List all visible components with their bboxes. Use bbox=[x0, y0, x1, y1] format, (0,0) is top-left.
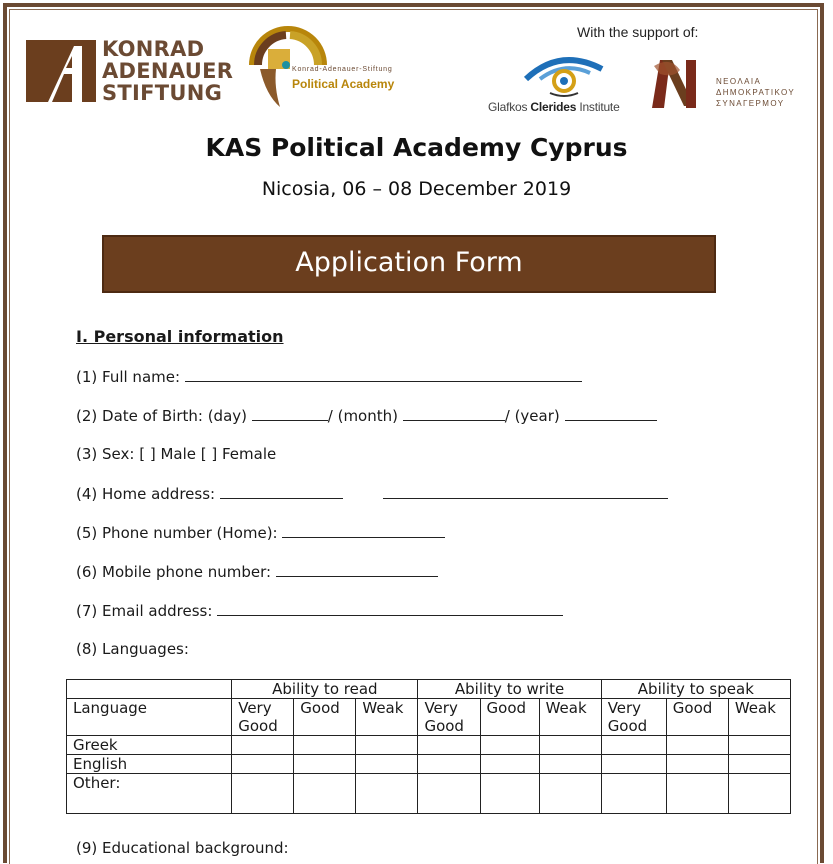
table-corner-cell bbox=[67, 680, 232, 699]
kas-wordmark bbox=[102, 38, 233, 104]
table-cell[interactable] bbox=[418, 755, 480, 774]
dob-day-input[interactable] bbox=[252, 406, 328, 421]
dob-day-label: (2) Date of Birth: (day) bbox=[76, 407, 252, 425]
level-header: Good bbox=[480, 699, 539, 736]
dob-year-input[interactable] bbox=[565, 406, 657, 421]
page-title: KAS Political Academy Cyprus bbox=[205, 133, 628, 162]
phone-home-label: (5) Phone number (Home): bbox=[76, 524, 283, 542]
field-phone-home bbox=[76, 523, 445, 542]
email-input[interactable] bbox=[217, 601, 563, 616]
table-cell[interactable] bbox=[539, 736, 601, 755]
table-cell[interactable] bbox=[666, 774, 728, 814]
language-column-header: Language bbox=[67, 699, 232, 736]
full-name-input[interactable] bbox=[185, 367, 582, 382]
field-mobile bbox=[76, 562, 438, 581]
level-header: Weak bbox=[356, 699, 418, 736]
glafkos-suffix: Institute bbox=[576, 100, 620, 114]
table-cell[interactable] bbox=[294, 736, 356, 755]
language-name: English bbox=[67, 755, 232, 774]
level-header: Weak bbox=[539, 699, 601, 736]
glafkos-clerides-logo-icon bbox=[520, 49, 606, 99]
table-cell[interactable] bbox=[480, 774, 539, 814]
email-label: (7) Email address: bbox=[76, 602, 218, 620]
level-header: Good bbox=[294, 699, 356, 736]
table-cell[interactable] bbox=[232, 736, 294, 755]
field-education: (9) Educational background: bbox=[76, 839, 289, 857]
field-languages: (8) Languages: bbox=[76, 640, 189, 658]
table-cell[interactable] bbox=[601, 736, 666, 755]
level-header: Very Good bbox=[232, 699, 294, 736]
table-cell[interactable] bbox=[356, 736, 418, 755]
table-cell[interactable] bbox=[232, 755, 294, 774]
neolaia-line-3: ΣΥΝΑΓΕΡΜΟΥ bbox=[716, 99, 785, 108]
field-home-address bbox=[76, 484, 668, 503]
table-cell[interactable] bbox=[232, 774, 294, 814]
table-cell[interactable] bbox=[539, 755, 601, 774]
group-speak: Ability to speak bbox=[601, 680, 790, 699]
kas-line-3: STIFTUNG bbox=[102, 81, 223, 105]
neolaia-wordmark bbox=[716, 76, 795, 109]
support-label: With the support of: bbox=[577, 24, 699, 40]
table-cell[interactable] bbox=[418, 774, 480, 814]
table-cell[interactable] bbox=[418, 736, 480, 755]
glafkos-clerides-wordmark bbox=[488, 100, 620, 114]
section-heading: I. Personal information bbox=[76, 327, 284, 346]
table-level-header-row bbox=[67, 699, 791, 736]
kas-line-1: KONRAD bbox=[102, 37, 205, 61]
home-address-input-1[interactable] bbox=[220, 484, 343, 499]
table-cell[interactable] bbox=[728, 774, 790, 814]
neolaia-logo-icon bbox=[650, 56, 708, 110]
phone-home-input[interactable] bbox=[282, 523, 445, 538]
home-address-label: (4) Home address: bbox=[76, 485, 220, 503]
group-write: Ability to write bbox=[418, 680, 601, 699]
field-sex[interactable]: (3) Sex: [ ] Male [ ] Female bbox=[76, 445, 277, 463]
table-row bbox=[67, 736, 791, 755]
table-row bbox=[67, 774, 791, 814]
table-cell[interactable] bbox=[539, 774, 601, 814]
table-cell[interactable] bbox=[294, 774, 356, 814]
academy-name: Political Academy bbox=[292, 77, 395, 91]
full-name-label: (1) Full name: bbox=[76, 368, 185, 386]
languages-table bbox=[66, 679, 791, 814]
neolaia-line-2: ΔΗΜΟΚΡΑΤΙΚΟΥ bbox=[716, 88, 796, 97]
home-address-input-2[interactable] bbox=[383, 484, 668, 499]
kas-line-2: ADENAUER bbox=[102, 59, 234, 83]
glafkos-prefix: Glafkos bbox=[488, 100, 531, 114]
mobile-label: (6) Mobile phone number: bbox=[76, 563, 276, 581]
group-read: Ability to read bbox=[232, 680, 418, 699]
table-cell[interactable] bbox=[601, 755, 666, 774]
language-name: Other: bbox=[67, 774, 232, 814]
kas-logo-icon bbox=[26, 40, 96, 102]
table-cell[interactable] bbox=[356, 755, 418, 774]
field-email bbox=[76, 601, 563, 620]
table-cell[interactable] bbox=[480, 755, 539, 774]
page-subtitle: Nicosia, 06 – 08 December 2019 bbox=[261, 178, 572, 200]
table-cell[interactable] bbox=[356, 774, 418, 814]
field-date-of-birth bbox=[76, 406, 657, 425]
dob-year-label: / (year) bbox=[504, 407, 565, 425]
level-header: Weak bbox=[728, 699, 790, 736]
dob-month-label: / (month) bbox=[327, 407, 403, 425]
table-cell[interactable] bbox=[666, 755, 728, 774]
language-name: Greek bbox=[67, 736, 232, 755]
level-header: Good bbox=[666, 699, 728, 736]
table-row bbox=[67, 755, 791, 774]
table-cell[interactable] bbox=[294, 755, 356, 774]
application-form-banner: Application Form bbox=[102, 235, 716, 293]
table-cell[interactable] bbox=[601, 774, 666, 814]
mobile-input[interactable] bbox=[276, 562, 438, 577]
table-group-header-row bbox=[67, 680, 791, 699]
level-header: Very Good bbox=[418, 699, 480, 736]
field-full-name bbox=[76, 367, 582, 386]
level-header: Very Good bbox=[601, 699, 666, 736]
table-cell[interactable] bbox=[480, 736, 539, 755]
table-cell[interactable] bbox=[728, 736, 790, 755]
academy-small-text: Konrad-Adenauer-Stiftung bbox=[292, 66, 393, 73]
table-cell[interactable] bbox=[666, 736, 728, 755]
dob-month-input[interactable] bbox=[403, 406, 505, 421]
glafkos-bold: Clerides bbox=[530, 100, 577, 114]
table-cell[interactable] bbox=[728, 755, 790, 774]
neolaia-line-1: ΝΕΟΛΑΙΑ bbox=[716, 77, 762, 86]
